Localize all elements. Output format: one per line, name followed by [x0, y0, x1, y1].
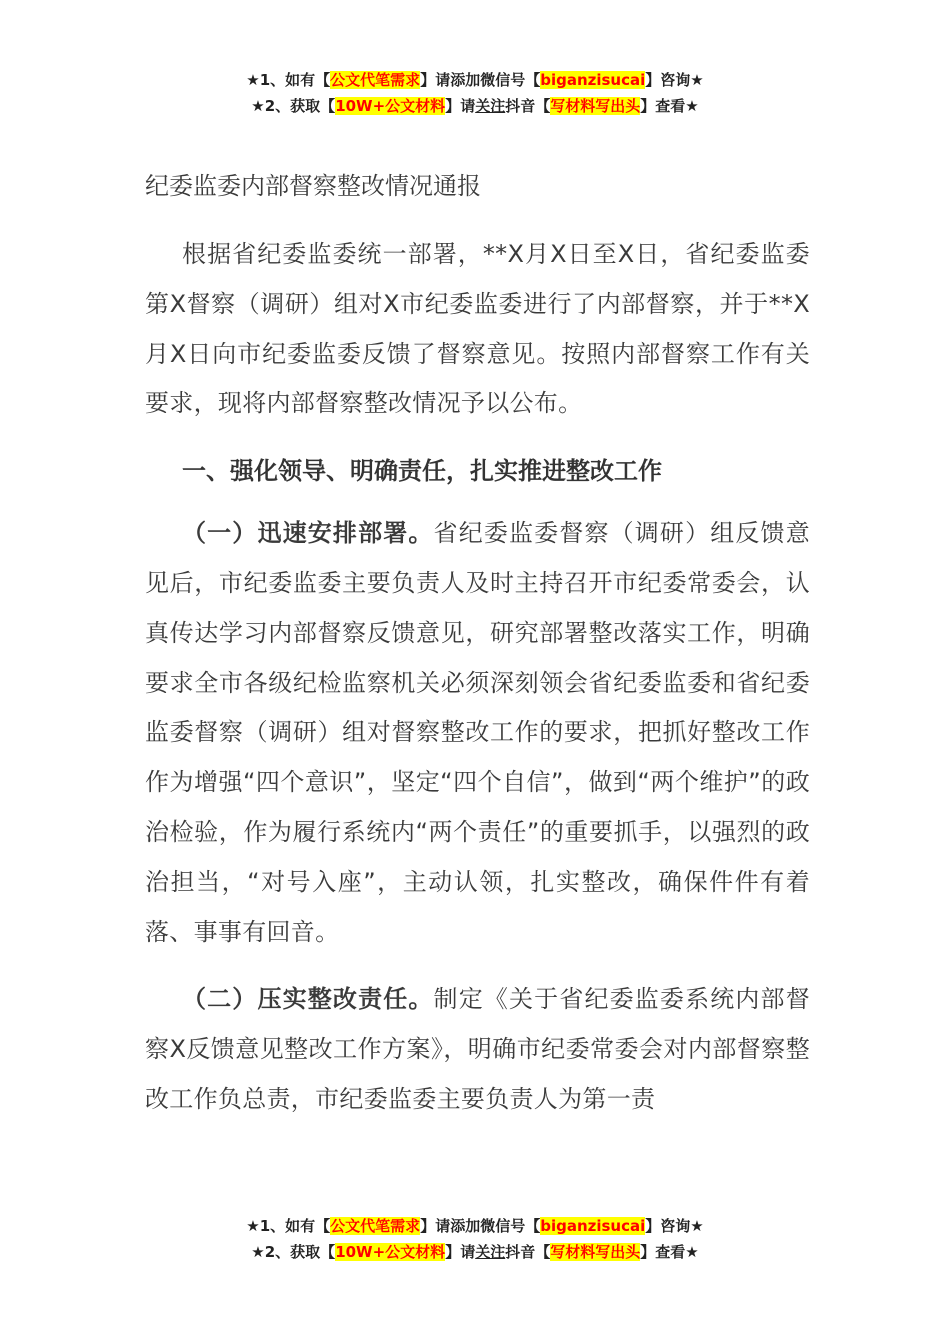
banner-text: 抖音【: [505, 1243, 551, 1261]
item-body: 省纪委监委督察（调研）组反馈意见后，市纪委监委主要负责人及时主持召开市纪委常委会，认真传达学习内部督察反馈意见，研究部署整改落实工作，明确要求全市各级纪检监察机关必须深刻领会省纪委监委和省纪委监委督察（调研）组对督察整改工作的要求，把抓好整改工作作为增强“四个意识”，坚定“四个自信”，做到“两个维护”的政治检验，作为履行系统内“两个责任”的重要抓手，以强烈的政治担当，“对号入座”，主动认领，扎实整改，确保件件有着落、事事有回音。: [145, 519, 811, 946]
footer-banner: [0, 1213, 950, 1265]
banner-line-1: [0, 67, 950, 93]
banner-underlined: 关注: [475, 1243, 506, 1261]
item-paragraph-1: [145, 509, 810, 957]
banner-text: ★1、如有【: [246, 71, 331, 89]
banner-text: 】请: [445, 1243, 476, 1261]
document-title: 纪委监委内部督察整改情况通报: [145, 172, 481, 200]
banner-highlight-douyin: 写材料写出头: [550, 1243, 641, 1261]
banner-text: ★2、获取【: [251, 97, 336, 115]
banner-text: 】请添加微信号【: [420, 1217, 541, 1235]
document-body: [145, 166, 810, 1125]
banner-highlight-wechat: biganzisucai: [540, 1217, 646, 1235]
banner-text: ★2、获取【: [251, 1243, 336, 1261]
banner-text: 】咨询★: [645, 1217, 704, 1235]
banner-text: 】查看★: [640, 97, 699, 115]
banner-highlight: 10W+公文材料: [335, 1243, 446, 1261]
banner-text: 】请添加微信号【: [420, 71, 541, 89]
banner-text: 抖音【: [505, 97, 551, 115]
paragraph-spacer: [145, 957, 810, 975]
banner-highlight-douyin: 写材料写出头: [550, 97, 641, 115]
section-heading: 一、强化领导、明确责任，扎实推进整改工作: [182, 457, 662, 486]
item-lead: （二）压实整改责任。: [182, 985, 434, 1014]
item-paragraph-2: [145, 975, 810, 1124]
banner-line-2: [0, 1239, 950, 1265]
header-banner: [0, 67, 950, 119]
item-lead: （一）迅速安排部署。: [182, 519, 434, 548]
banner-underlined: 关注: [475, 97, 506, 115]
item-body: 制定《关于省纪委监委系统内部督察X反馈意见整改工作方案》，明确市纪委常委会对内部督察整改工作负总责，市纪委监委主要负责人为第一责: [145, 985, 811, 1113]
banner-line-1: [0, 1213, 950, 1239]
intro-paragraph: 根据省纪委监委统一部署，**X月X日至X日，省纪委监委第X督察（调研）组对X市纪委监委进行了内部督察，并于**X月X日向市纪委监委反馈了督察意见。按照内部督察工作有关要求，现将内部督察整改情况予以公布。: [145, 240, 810, 418]
banner-highlight: 公文代笔需求: [330, 71, 421, 89]
banner-line-2: [0, 93, 950, 119]
banner-highlight: 公文代笔需求: [330, 1217, 421, 1235]
banner-highlight-wechat: biganzisucai: [540, 71, 646, 89]
banner-highlight: 10W+公文材料: [335, 97, 446, 115]
banner-text: 】请: [445, 97, 476, 115]
banner-text: ★1、如有【: [246, 1217, 331, 1235]
banner-text: 】查看★: [640, 1243, 699, 1261]
banner-text: 】咨询★: [645, 71, 704, 89]
